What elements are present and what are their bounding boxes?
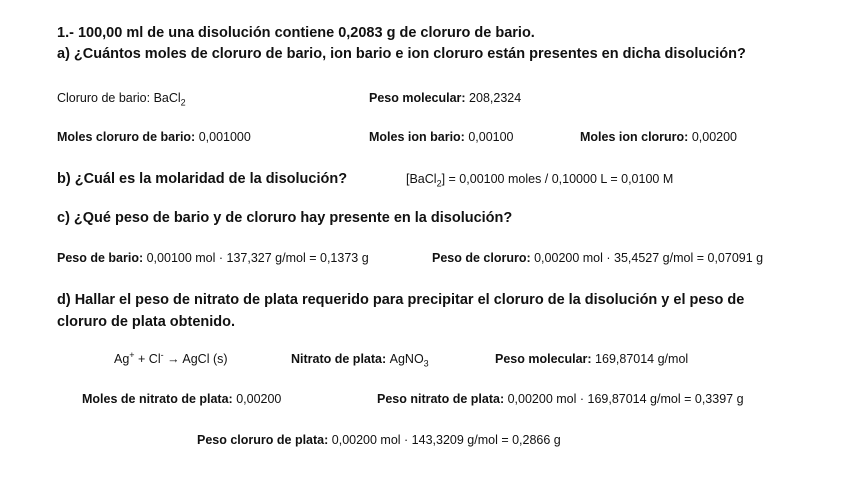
moles-bacl2-line: [57, 130, 251, 145]
molecular-weight-label: Peso molecular:: [369, 91, 470, 105]
weight-nitrate-line: [377, 392, 744, 407]
weight-nitrate-value: 0,00200 mol · 169,87014 g/mol = 0,3397 g: [507, 392, 744, 406]
compound-formula: BaCl: [153, 91, 181, 105]
molecular-weight-line: [369, 91, 521, 106]
weight-agcl-label: Peso cloruro de plata:: [197, 433, 332, 447]
moles-ba-line: [369, 130, 514, 145]
reaction-ag-charge: +: [129, 349, 135, 360]
moles-bacl2-value: 0,001000: [198, 130, 251, 144]
molarity-subscript: 2: [436, 178, 442, 189]
compound-line: [57, 91, 186, 106]
weight-agcl-value: 0,00200 mol · 143,3209 g/mol = 0,2866 g: [331, 433, 561, 447]
moles-bacl2-label: Moles cloruro de bario:: [57, 130, 199, 144]
reaction-ag: Ag: [114, 352, 130, 366]
moles-ba-value: 0,00100: [468, 130, 514, 144]
moles-nitrate-line: [82, 392, 281, 407]
moles-cl-value: 0,00200: [691, 130, 737, 144]
reaction-product: → AgCl (s): [163, 352, 228, 366]
nitrate-mw-value: 169,87014 g/mol: [595, 352, 689, 366]
molecular-weight-value: 208,2324: [469, 91, 522, 105]
moles-cl-line: [580, 130, 737, 145]
weight-cl-line: [432, 251, 763, 266]
problem-title: 1.- 100,00 ml de una disolución contiene 0,2083 g de cloruro de bario.: [57, 25, 535, 41]
nitrate-label: Nitrato de plata:: [291, 352, 390, 366]
weight-nitrate-label: Peso nitrato de plata:: [377, 392, 508, 406]
nitrate-formula: AgNO: [389, 352, 424, 366]
question-b: b) ¿Cuál es la molaridad de la disolución?: [57, 171, 348, 187]
weight-agcl-line: [197, 433, 561, 448]
molarity-line: [406, 172, 673, 187]
weight-ba-value: 0,00100 mol · 137,327 g/mol = 0,1373 g: [146, 251, 369, 265]
weight-ba-label: Peso de bario:: [57, 251, 147, 265]
reaction-cl-charge: -: [160, 349, 164, 360]
weight-ba-line: [57, 251, 369, 266]
question-d-line2: cloruro de plata obtenido.: [57, 314, 236, 330]
compound-label: Cloruro de bario:: [57, 91, 154, 105]
question-c: c) ¿Qué peso de bario y de cloruro hay presente en la disolución?: [57, 210, 513, 226]
nitrate-line: [291, 352, 429, 367]
moles-nitrate-label: Moles de nitrato de plata:: [82, 392, 237, 406]
nitrate-formula-subscript: 3: [423, 358, 429, 369]
nitrate-mw-line: [495, 352, 688, 367]
compound-formula-subscript: 2: [180, 97, 186, 108]
question-d-line1: d) Hallar el peso de nitrato de plata requerido para precipitar el cloruro de la disolución y el peso de: [57, 292, 745, 308]
molarity-open: [BaCl: [406, 172, 437, 186]
moles-ba-label: Moles ion bario:: [369, 130, 469, 144]
moles-nitrate-value: 0,00200: [236, 392, 282, 406]
reaction-equation: [114, 349, 228, 367]
moles-cl-label: Moles ion cloruro:: [580, 130, 692, 144]
weight-cl-label: Peso de cloruro:: [432, 251, 535, 265]
nitrate-mw-label: Peso molecular:: [495, 352, 596, 366]
reaction-cl: + Cl: [134, 352, 161, 366]
question-a: a) ¿Cuántos moles de cloruro de bario, ion bario e ion cloruro están presentes en dicha disolución?: [57, 46, 746, 62]
weight-cl-value: 0,00200 mol · 35,4527 g/mol = 0,07091 g: [534, 251, 764, 265]
molarity-rest: ] = 0,00100 moles / 0,10000 L = 0,0100 M: [441, 172, 674, 186]
